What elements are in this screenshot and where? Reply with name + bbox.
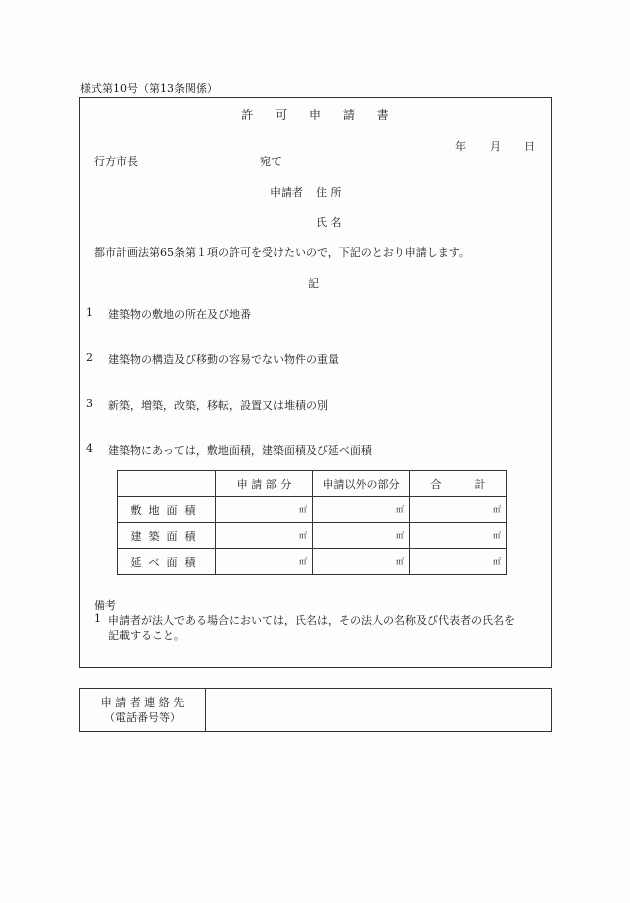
table-row xyxy=(118,549,507,575)
applicant-address-label: 住 所 xyxy=(316,186,342,199)
item-1-text: 建築物の敷地の所在及び地番 xyxy=(108,308,251,321)
application-form-frame xyxy=(79,97,552,668)
unit-cell[interactable]: ㎡ xyxy=(216,523,313,549)
table-header-other: 申請以外の部分 xyxy=(313,471,410,497)
applicant-label: 申請者 xyxy=(270,186,303,199)
table-header-blank xyxy=(118,471,216,497)
request-statement: 都市計画法第65条第１項の許可を受けたいので，下記のとおり申請します。 xyxy=(94,246,470,259)
document-title: 許 可 申 請 書 xyxy=(241,108,389,122)
table-header-total: 合 計 xyxy=(410,471,507,497)
date-month: 月 xyxy=(490,140,501,153)
remarks-line-1: 申請者が法人である場合においては，氏名は，その法人の名称及び代表者の氏名を xyxy=(108,614,515,627)
table-header-row xyxy=(118,471,507,497)
area-table xyxy=(117,470,507,575)
remarks-line-2: 記載すること。 xyxy=(108,629,185,642)
row-label-total-floor-area: 延べ面積 xyxy=(118,549,216,575)
table-header-applied: 申 請 部 分 xyxy=(216,471,313,497)
ki-heading: 記 xyxy=(308,277,319,290)
contact-label-line-2: （電話番号等） xyxy=(104,711,181,724)
unit-cell[interactable]: ㎡ xyxy=(313,497,410,523)
item-2-number: 2 xyxy=(86,351,93,364)
remarks-heading: 備考 xyxy=(94,599,116,612)
unit-cell[interactable]: ㎡ xyxy=(216,497,313,523)
form-number-label: 様式第10号（第13条関係） xyxy=(80,82,218,95)
addressee-name: 行方市長 xyxy=(94,155,138,168)
contact-label xyxy=(80,689,206,731)
contact-value-field[interactable] xyxy=(206,689,551,731)
unit-cell[interactable]: ㎡ xyxy=(410,523,507,549)
table-row xyxy=(118,523,507,549)
remarks-number: 1 xyxy=(94,612,101,625)
unit-cell[interactable]: ㎡ xyxy=(410,497,507,523)
addressee-suffix: 宛て xyxy=(260,155,282,168)
item-2-text: 建築物の構造及び移動の容易でない物件の重量 xyxy=(108,353,339,366)
date-year: 年 xyxy=(455,140,466,153)
row-label-building-area: 建築面積 xyxy=(118,523,216,549)
unit-cell[interactable]: ㎡ xyxy=(216,549,313,575)
contact-label-line-1: 申 請 者 連 絡 先 xyxy=(100,696,185,709)
applicant-name-label: 氏 名 xyxy=(316,216,342,229)
contact-box xyxy=(79,688,552,732)
item-3-number: 3 xyxy=(86,397,93,410)
table-row xyxy=(118,497,507,523)
unit-cell[interactable]: ㎡ xyxy=(410,549,507,575)
unit-cell[interactable]: ㎡ xyxy=(313,523,410,549)
item-4-text: 建築物にあっては，敷地面積，建築面積及び延べ面積 xyxy=(108,444,372,457)
item-4-number: 4 xyxy=(86,442,93,455)
date-day: 日 xyxy=(524,140,535,153)
item-1-number: 1 xyxy=(86,306,93,319)
item-3-text: 新築，増築，改築，移転，設置又は堆積の別 xyxy=(108,399,328,412)
unit-cell[interactable]: ㎡ xyxy=(313,549,410,575)
row-label-site-area: 敷地面積 xyxy=(118,497,216,523)
